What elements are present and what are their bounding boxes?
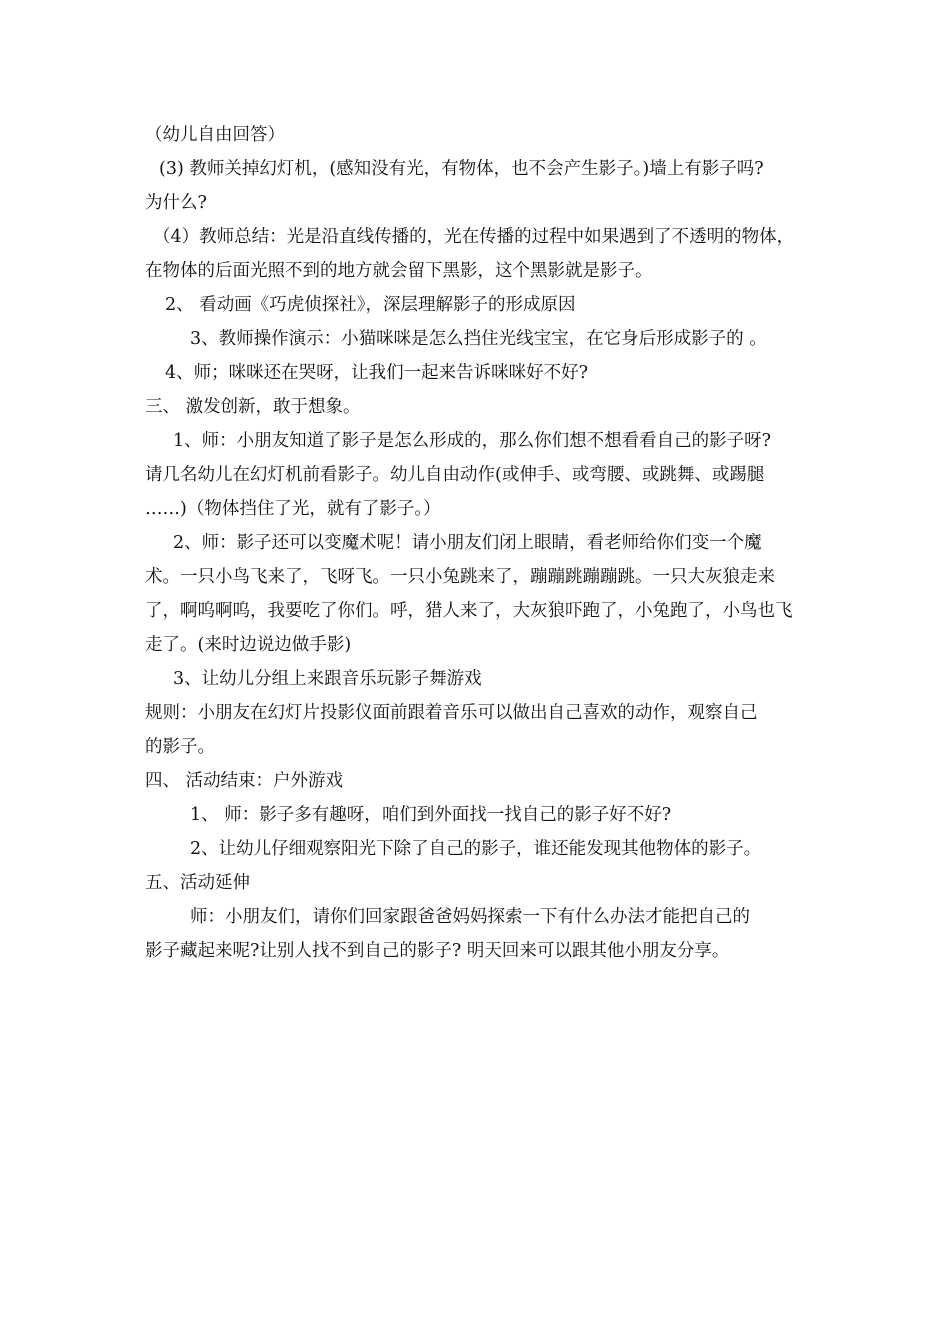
text-line: 3、让幼儿分组上来跟音乐玩影子舞游戏	[173, 669, 482, 689]
text-line: (3) 教师关掉幻灯机，(感知没有光，有物体，也不会产生影子。)墙上有影子吗?	[159, 159, 764, 179]
text-line: 2、 看动画《巧虎侦探社》，深层理解影子的形成原因	[165, 295, 576, 315]
text-line: 的影子。	[145, 737, 215, 757]
text-line: 2、让幼儿仔细观察阳光下除了自己的影子，谁还能发现其他物体的影子。	[190, 839, 762, 859]
text-line: 2、师：影子还可以变魔术呢！请小朋友们闭上眼睛，看老师给你们变一个魔	[173, 533, 762, 553]
section-heading: 四、 活动结束：户外游戏	[145, 771, 344, 791]
text-line: 影子藏起来呢?让别人找不到自己的影子? 明天回来可以跟其他小朋友分享。	[145, 941, 730, 961]
text-line: ……)（物体挡住了光，就有了影子。）	[145, 499, 441, 519]
text-line: （幼儿自由回答）	[145, 125, 285, 145]
text-line: 1、 师：影子多有趣呀，咱们到外面找一找自己的影子好不好?	[190, 805, 672, 825]
text-line: 在物体的后面光照不到的地方就会留下黑影，这个黑影就是影子。	[145, 261, 653, 281]
text-line: 师：小朋友们，请你们回家跟爸爸妈妈探索一下有什么办法才能把自己的	[190, 907, 750, 927]
text-line: 术。一只小鸟飞来了，飞呀飞。一只小兔跳来了，蹦蹦跳蹦蹦跳。一只大灰狼走来	[145, 567, 775, 587]
text-line: 4、师；咪咪还在哭呀，让我们一起来告诉咪咪好不好?	[165, 363, 589, 383]
text-line: 为什么?	[145, 193, 207, 213]
text-line: 1、师：小朋友知道了影子是怎么形成的，那么你们想不想看看自己的影子呀?	[173, 431, 772, 451]
text-line: 3、教师操作演示：小猫咪咪是怎么挡住光线宝宝，在它身后形成影子的 。	[190, 329, 767, 349]
text-line: 走了。(来时边说边做手影)	[145, 635, 352, 655]
section-heading: 五、活动延伸	[145, 873, 250, 893]
text-line: 规则：小朋友在幻灯片投影仪面前跟着音乐可以做出自己喜欢的动作，观察自己	[145, 703, 758, 723]
document-page	[145, 118, 815, 968]
text-line: 了，啊呜啊呜，我要吃了你们。呼，猎人来了，大灰狼吓跑了，小兔跑了，小鸟也飞	[145, 601, 793, 621]
text-line: 请几名幼儿在幻灯机前看影子。幼儿自由动作(或伸手、或弯腰、或跳舞、或踢腿	[145, 465, 765, 485]
text-line: （4）教师总结：光是沿直线传播的，光在传播的过程中如果遇到了不透明的物体，	[153, 227, 795, 247]
section-heading: 三、 激发创新，敢于想象。	[145, 397, 361, 417]
